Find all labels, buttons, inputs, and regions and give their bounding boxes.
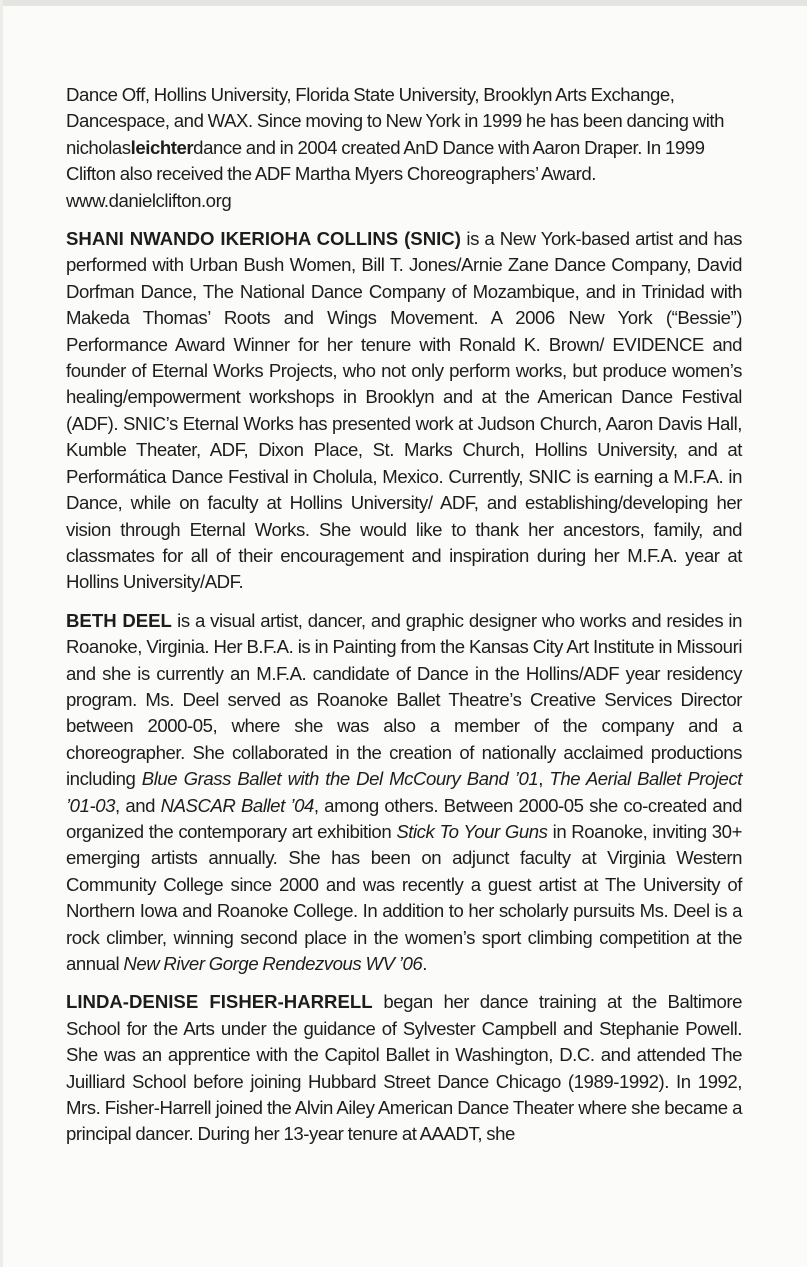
bio-text: Dance Off, Hollins University, Florida State University, Brooklyn Arts Exchange, Dancespace, and WAX. Since moving to New York in 1999 he has been dancing with nicholas <box>66 84 725 158</box>
bio-paragraph-clifton-continued <box>66 82 742 214</box>
bio-text-column <box>66 82 742 1160</box>
page-top-edge <box>0 0 807 6</box>
page-left-edge <box>0 0 3 1267</box>
bio-name: SHANI NWANDO IKERIOHA COLLINS (SNIC) <box>66 228 461 250</box>
event-title: New River Gorge Rendezvous WV ’06 <box>123 953 423 974</box>
exhibition-title: Stick To Your Guns <box>396 820 548 842</box>
bio-text: began her dance training at the Baltimore School for the Arts under the guidance of Sylvester Campbell and Stephanie Powell. She was an apprentice with the Capitol Ballet in Washington, D.C. and attended The Juilliard School before joining Hubbard Street Dance Chicago (1989-1992). In 1992, Mrs. Fisher-Harrell joined the Alvin Ailey American Dance Theater where she became a principal dancer. During her 13-year tenure at AAADT, she <box>66 991 742 1145</box>
bio-text: , and <box>115 794 161 816</box>
production-title: NASCAR Ballet ’04 <box>160 794 314 816</box>
bio-text: is a New York-based artist and has performed with Urban Bush Women, Bill T. Jones/Arnie Zane Dance Company, David Dorfman Dance, The National Dance Company of Mozambique, and in Trinidad with Makeda Thomas’ Roots and Wings Movement. A 2006 New York (“Bessie”) Performance Award Winner for her tenure with Ronald K. Brown/ EVIDENCE and founder of Eternal Works Projects, who not only perform works, but produce women’s healing/empowerment workshops in Brooklyn and at the American Dance Festival (ADF). SNIC’s Eternal Works has presented work at Judson Church, Aaron Davis Hall, Kumble Theater, ADF, Dixon Place, St. Marks Church, Hollins University, and at Performática Dance Festival in Cholula, Mexico. Currently, SNIC is earning a M.F.A. in Dance, while on faculty at Hollins University/ ADF, and establishing/developing her vision through Eternal Works. She would like to thank her ancestors, family, and classmates for all of their encouragement and inspiration during her M.F.A. year at Hollins University/ADF. <box>66 228 743 593</box>
bio-bold-fragment: leichter <box>130 136 194 158</box>
bio-text: is a visual artist, dancer, and graphic designer who works and resides in Roanoke, Virginia. Her B.F.A. is in Painting from the Kansas City Art Institute in Missouri and she is currently an M.F.A. candidate of Dance in the Hollins/ADF year residency program. Ms. Deel served as Roanoke Ballet Theatre’s Creative Services Director between 2000-05, where she was also a member of the company and a choreographer. She collaborated in the creation of nationally acclaimed productions including <box>66 609 743 790</box>
production-title: The Aerial Ballet Project ’01-03 <box>66 768 743 816</box>
bio-text: , among others. Between 2000-05 she co-created and organized the contemporary art exhibition <box>66 794 742 842</box>
bio-text: dance and in 2004 created AnD Dance with Aaron Draper. In 1999 Clifton also received the ADF Martha Myers Choreographers’ Award. www.danielclifton.org <box>66 136 705 211</box>
bio-paragraph-collins <box>66 226 742 596</box>
production-title: Blue Grass Ballet with the Del McCoury Band ’01 <box>141 768 539 790</box>
bio-paragraph-deel <box>66 608 742 978</box>
bio-name: BETH DEEL <box>66 609 172 631</box>
bio-name: LINDA-DENISE FISHER-HARRELL <box>66 991 373 1013</box>
bio-text: , <box>538 768 550 790</box>
bio-text: . <box>422 953 427 974</box>
bio-text: in Roanoke, inviting 30+ emerging artists annually. She has been on adjunct faculty at Virginia Western Community College since 2000 and was recently a guest artist at The University of Northern Iowa and Roanoke College. In addition to her scholarly pursuits Ms. Deel is a rock climber, winning second place in the women’s sport climbing competition at the annual <box>66 820 742 974</box>
bio-paragraph-fisher-harrell <box>66 989 742 1147</box>
